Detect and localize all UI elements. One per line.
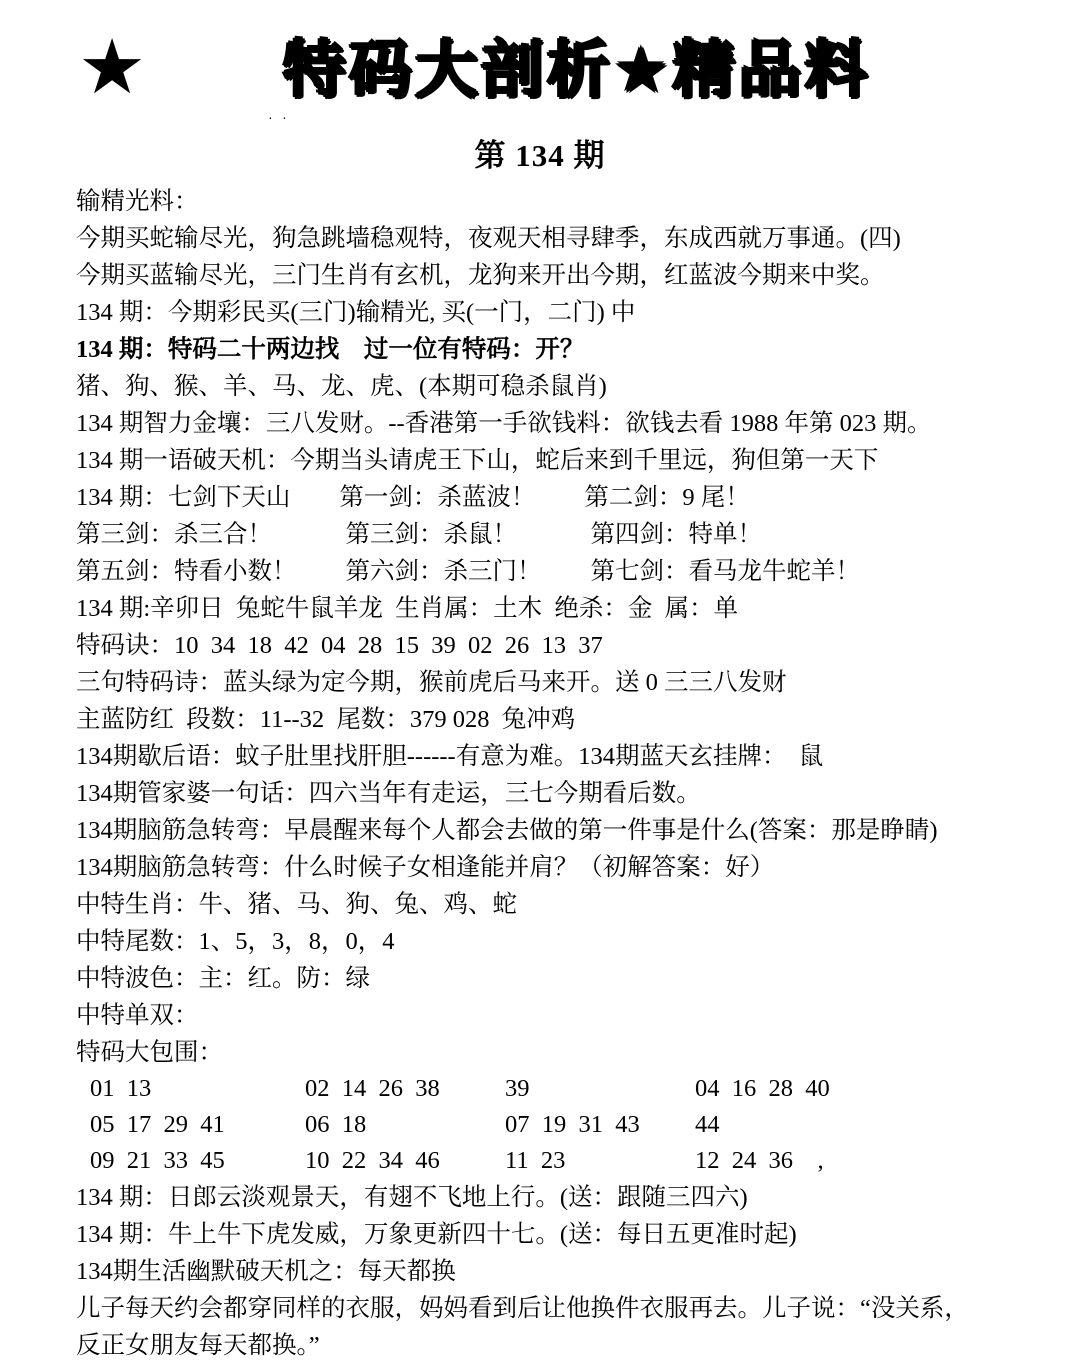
text-line: 134 期：牛上牛下虎发威，万象更新四十七。(送：每日五更准时起): [76, 1221, 797, 1248]
text-line: 特码诀：10 34 18 42 04 28 15 39 02 26 13 37: [76, 632, 603, 659]
number-grid-row: [76, 1143, 1052, 1179]
number-grid: [28, 1071, 1052, 1179]
text-line: 主蓝防红 段数：11--32 尾数：379 028 兔冲鸡: [76, 706, 576, 733]
text-line: 134 期：日郎云淡观景天，有翅不飞地上行。(送：跟随三四六): [76, 1184, 748, 1211]
text-line: 输精光料：: [76, 188, 199, 215]
text-line: 中特单双：: [76, 1002, 199, 1029]
text-line: 134期歇后语：蚊子肚里找肝胆------有意为难。134期蓝天玄挂牌： 鼠: [76, 743, 824, 770]
text-line: 134 期一语破天机：今期当头请虎王下山，蛇后来到千里远，狗但第一天下: [76, 447, 879, 474]
number-cell: 01 13: [90, 1075, 152, 1102]
text-line: 134期脑筋急转弯：什么时候子女相逢能并肩？（初解答案：好）: [76, 854, 775, 881]
text-line: 反正女朋友每天都换。”: [76, 1332, 320, 1359]
text-line: 中特尾数：1、5，3，8，0，4: [76, 928, 395, 955]
issue-number: 第 134 期: [474, 138, 606, 173]
number-grid-row: [76, 1107, 1052, 1143]
text-line: 134期管家婆一句话：四六当年有走运，三七今期看后数。: [76, 780, 701, 807]
text-line: 第三剑：杀三合！ 第三剑：杀鼠！ 第四剑：特单！: [76, 521, 762, 548]
number-cell: 12 24 36 ,: [695, 1147, 824, 1174]
text-line: 今期买蛇输尽光，狗急跳墙稳观特，夜观天相寻肆季，东成西就万事通。(四): [76, 225, 901, 252]
text-line: 中特波色：主：红。防：绿: [76, 965, 370, 992]
page-header: [28, 0, 1052, 127]
joke-text: [28, 1290, 1052, 1364]
text-line: 中特生肖：牛、猪、马、狗、兔、鸡、蛇: [76, 891, 517, 918]
text-line: 134 期智力金壤：三八发财。--香港第一手欲钱料：欲钱去看 1988 年第 023 期。: [76, 410, 932, 437]
text-line: 134期脑筋急转弯：早晨醒来每个人都会去做的第一件事是什么(答案：那是睁睛): [76, 817, 938, 844]
text-line: 134 期:辛卯日 兔蛇牛鼠羊龙 生肖属：土木 绝杀：金 属：单: [76, 595, 739, 622]
text-line: 134期生活幽默破天机之：每天都换: [76, 1258, 456, 1285]
number-grid-row: [76, 1071, 1052, 1107]
text-line: 儿子每天约会都穿同样的衣服，妈妈看到后让他换件衣服再去。儿子说：“没关系，: [76, 1295, 969, 1322]
text-line: 三句特码诗：蓝头绿为定今期，猴前虎后马来开。送 0 三三八发财: [76, 669, 787, 696]
star-icon: ★: [78, 26, 147, 110]
text-line: 第五剑：特看小数！ 第六剑：杀三门！ 第七剑：看马龙牛蛇羊！: [76, 558, 860, 585]
number-cell: 04 16 28 40: [695, 1075, 830, 1102]
number-cell: 02 14 26 38: [305, 1075, 440, 1102]
number-cell: 39: [505, 1075, 530, 1102]
number-cell: 07 19 31 43: [505, 1111, 640, 1138]
text-line: 猪、狗、猴、羊、马、龙、虎、(本期可稳杀鼠肖): [76, 373, 607, 400]
text-line: 134 期：今期彩民买(三门)输精光, 买(一门，二门) 中: [76, 299, 636, 326]
number-cell: 05 17 29 41: [90, 1111, 225, 1138]
number-cell: 06 18: [305, 1111, 367, 1138]
text-line: 特码大包围：: [76, 1039, 223, 1066]
text-line: 今期买蓝输尽光，三门生肖有玄机，龙狗来开出今期，红蓝波今期来中奖。: [76, 262, 885, 289]
text-line: 134 期：七剑下天山 第一剑：杀蓝波！ 第二剑：9 尾！: [76, 484, 750, 511]
text-line: 134 期：特码二十两边找 过一位有特码：开？: [76, 336, 585, 363]
number-cell: 44: [695, 1111, 720, 1138]
number-cell: 09 21 33 45: [90, 1147, 225, 1174]
decorative-dots: · ·: [268, 112, 290, 127]
number-cell: 11 23: [505, 1147, 566, 1174]
body-text: [28, 183, 1052, 1071]
number-cell: 10 22 34 46: [305, 1147, 440, 1174]
banner-title: 特码大剖析★精品料: [283, 33, 871, 106]
tail-text: [28, 1179, 1052, 1290]
